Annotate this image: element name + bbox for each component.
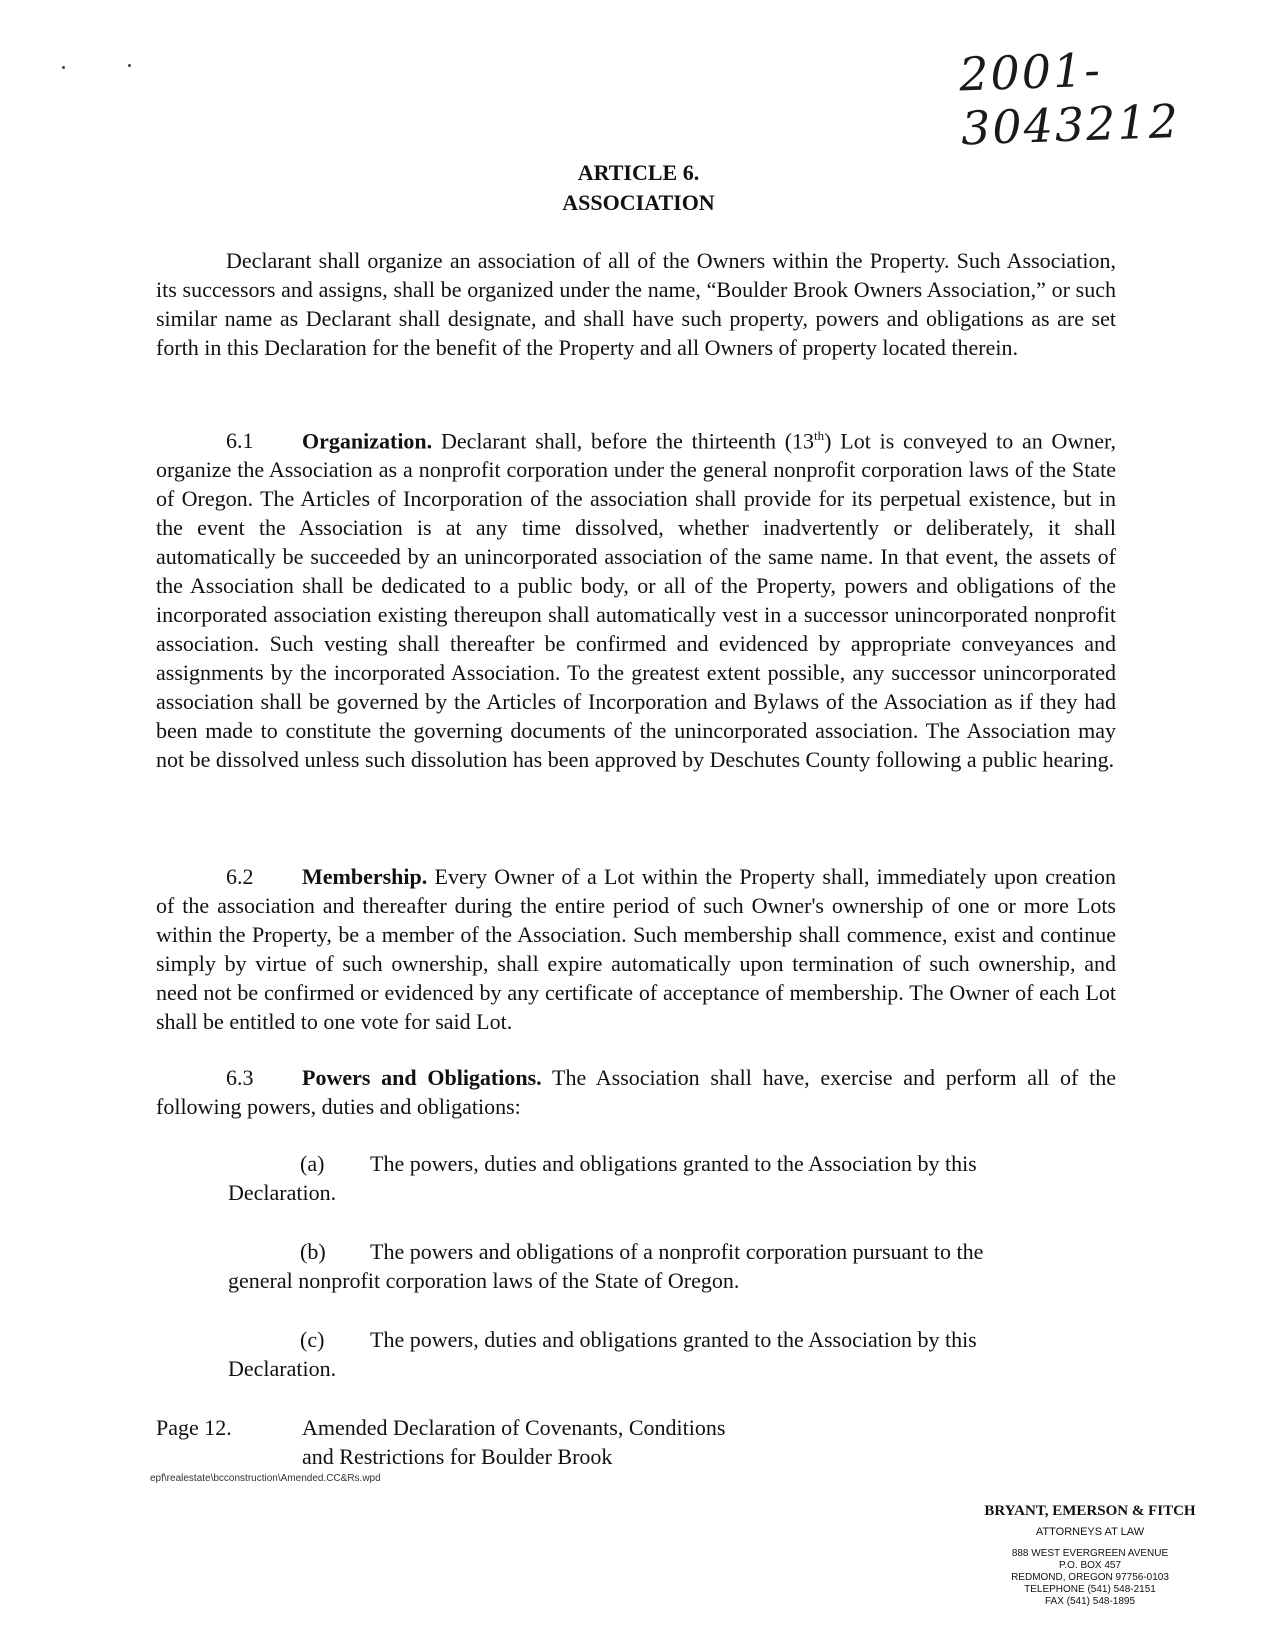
ordinal-superscript: th — [814, 428, 825, 443]
scan-speck — [128, 64, 131, 67]
firm-subtitle: ATTORNEYS AT LAW — [1035, 1526, 1145, 1538]
footer-page-number: Page 12. — [156, 1415, 232, 1440]
section-text: Every Owner of a Lot within the Property shall, immediately upon creation of the association and thereafter during the entire period of such Owner's ownership of one or more Lots within the Property, be a member of the Association. Such membership shall commence, exist and continue simply by virtue of such ownership, shall expire automatically upon termination of such ownership, and need not be confirmed or evidenced by any certificate of acceptance of membership. The Owner of each Lot shall be entitled to one vote for said Lot. — [156, 864, 1116, 1034]
section-heading: Powers and Obligations. — [302, 1065, 542, 1090]
handwritten-recording-number: 2001-3043212 — [958, 42, 1181, 156]
scan-speck — [62, 66, 65, 69]
section-text-part1: Declarant shall, before the thirteenth (13 — [440, 428, 815, 454]
subitem-label: (a) — [300, 1151, 325, 1176]
law-firm-block — [940, 1500, 1240, 1608]
firm-name: BRYANT, EMERSON & FITCH — [984, 1503, 1196, 1519]
subitem-label: (b) — [300, 1239, 326, 1264]
footer-file-path: epf\realestate\bcconstruction\Amended.CC&Rs.wpd — [150, 1473, 381, 1484]
section-number: 6.1 — [226, 428, 254, 454]
article-number: ARTICLE 6. — [577, 160, 700, 185]
subitem-text: The powers, duties and obligations granted to the Association by this Declaration. — [228, 1151, 977, 1205]
section-heading: Organization. — [302, 428, 433, 454]
subitem-c — [228, 1325, 1048, 1383]
footer-document-title — [302, 1413, 822, 1471]
section-6-1 — [156, 421, 1116, 774]
section-number: 6.3 — [226, 1065, 254, 1090]
footer-title-line: Amended Declaration of Covenants, Conditions — [302, 1415, 726, 1440]
section-6-3 — [156, 1063, 1116, 1121]
firm-fax: FAX (541) 548-1895 — [1044, 1596, 1136, 1607]
subitem-text: The powers and obligations of a nonprofit corporation pursuant to the general nonprofit corporation laws of the State of Oregon. — [228, 1239, 984, 1293]
section-text: The Association shall have, exercise and perform all of the following powers, duties and obligations: — [156, 1065, 1116, 1119]
section-number: 6.2 — [226, 864, 254, 889]
subitem-a — [228, 1149, 1048, 1207]
firm-address-line: REDMOND, OREGON 97756-0103 — [1011, 1572, 1169, 1583]
subitem-text: The powers, duties and obligations granted to the Association by this Declaration. — [228, 1327, 977, 1381]
article-title: ASSOCIATION — [562, 190, 715, 215]
firm-address-line: 888 WEST EVERGREEN AVENUE — [1011, 1548, 1169, 1559]
firm-telephone: TELEPHONE (541) 548-2151 — [1024, 1584, 1156, 1595]
intro-paragraph — [156, 246, 1116, 362]
section-heading: Membership. — [302, 864, 428, 889]
intro-text: Declarant shall organize an association of all of the Owners within the Property. Such Association, its successors and assigns, shall be organized under the name, “Boulder Brook Owners Association,” or such similar name as Declarant shall designate, and shall have such property, powers and obligations as are set forth in this Declaration for the benefit of the Property and all Owners of property located therein. — [156, 248, 1116, 360]
firm-address-line: P.O. BOX 457 — [1058, 1560, 1122, 1571]
section-text-part2: ) Lot is conveyed to an Owner, organize the Association as a nonprofit corporation under the general nonprofit corporation laws of the State of Oregon. The Articles of Incorporation of the association shall provide for its perpetual existence, but in the event the Association is at any time dissolved, whether inadvertently or deliberately, it shall automatically be succeeded by an unincorporated association of the same name. In that event, the assets of the Association shall be dedicated to a public body, or all of the Property, powers and obligations of the incorporated association existing thereupon shall automatically vest in a successor unincorporated nonprofit association. Such vesting shall thereafter be confirmed and evidenced by appropriate conveyances and assignments by the incorporated Association. To the greatest extent possible, any successor unincorporated association shall be governed by the Articles of Incorporation and Bylaws of the Association as if they had been made to constitute the governing documents of the unincorporated association. The Association may not be dissolved unless such dissolution has been approved by Deschutes County following a public hearing. — [156, 428, 1116, 773]
subitem-b — [228, 1237, 1048, 1295]
subitem-label: (c) — [300, 1327, 325, 1352]
footer-title-line: and Restrictions for Boulder Brook — [302, 1444, 613, 1469]
section-6-2 — [156, 862, 1116, 1036]
